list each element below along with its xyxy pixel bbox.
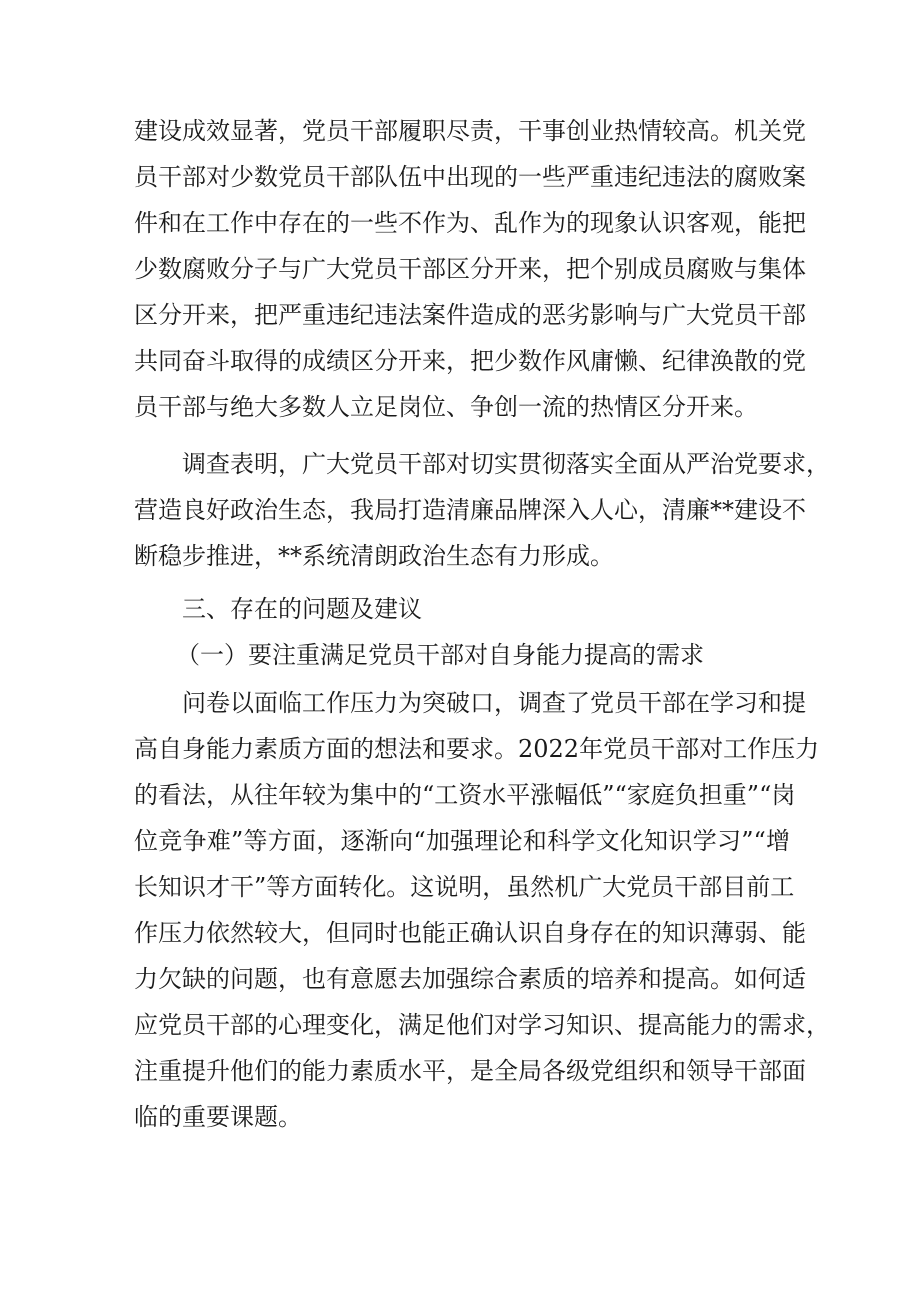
paragraph-line: 调查表明，广大党员干部对切实贯彻落实全面从严治党要求， xyxy=(182,450,830,478)
paragraph-line: 营造良好政治生态，我局打造清廉品牌深入人心，清廉**建设不 xyxy=(134,496,806,524)
paragraph-line: 作压力依然较大，但同时也能正确认识自身存在的知识薄弱、能 xyxy=(134,919,806,947)
paragraph-line: 共同奋斗取得的成绩区分开来，把少数作风庸懒、纪律涣散的党 xyxy=(134,347,806,375)
subsection-heading: （一）要注重满足党员干部对自身能力提高的需求 xyxy=(176,641,704,669)
paragraph-line: 问卷以面临工作压力为突破口，调查了党员干部在学习和提 xyxy=(182,689,806,717)
paragraph-line: 员干部对少数党员干部队伍中出现的一些严重违纪违法的腐败案 xyxy=(134,163,806,191)
paragraph-line: 的看法，从往年较为集中的“工资水平涨幅低”“家庭负担重”“岗 xyxy=(134,781,796,809)
paragraph-line: 建设成效显著，党员干部履职尽责，干事创业热情较高。机关党 xyxy=(134,117,806,145)
paragraph-line: 位竞争难”等方面，逐渐向“加强理论和科学文化知识学习”“增 xyxy=(134,827,790,855)
paragraph-line: 员干部与绝大多数人立足岗位、争创一流的热情区分开来。 xyxy=(134,393,758,421)
paragraph-line: 区分开来，把严重违纪违法案件造成的恶劣影响与广大党员干部 xyxy=(134,301,806,329)
paragraph-line: 少数腐败分子与广大党员干部区分开来，把个别成员腐败与集体 xyxy=(134,255,806,283)
paragraph-line: 高自身能力素质方面的想法和要求。2022年党员干部对工作压力 xyxy=(134,735,820,763)
paragraph-line: 临的重要课题。 xyxy=(134,1103,302,1131)
paragraph-line: 件和在工作中存在的一些不作为、乱作为的现象认识客观，能把 xyxy=(134,209,806,237)
paragraph-line: 力欠缺的问题，也有意愿去加强综合素质的培养和提高。如何适 xyxy=(134,965,806,993)
paragraph-line: 应党员干部的心理变化，满足他们对学习知识、提高能力的需求， xyxy=(134,1011,830,1039)
section-heading: 三、存在的问题及建议 xyxy=(182,595,422,623)
paragraph-line: 长知识才干”等方面转化。这说明，虽然机广大党员干部目前工 xyxy=(134,873,795,901)
paragraph-line: 注重提升他们的能力素质水平，是全局各级党组织和领导干部面 xyxy=(134,1057,806,1085)
paragraph-line: 断稳步推进，**系统清朗政治生态有力形成。 xyxy=(134,542,614,570)
